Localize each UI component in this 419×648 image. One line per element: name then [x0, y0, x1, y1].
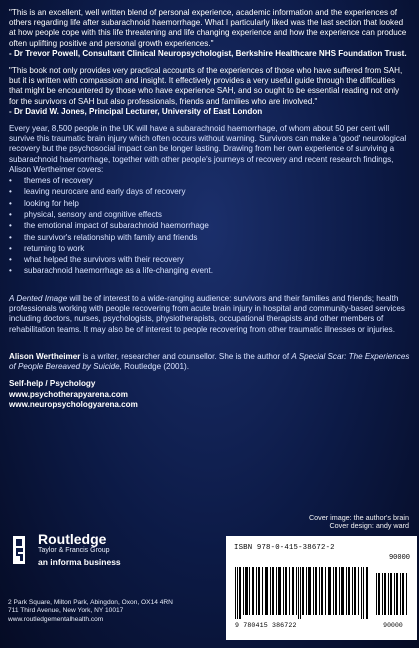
- author-name: Alison Wertheimer: [9, 351, 81, 361]
- spacer: [9, 117, 410, 124]
- barcode-main: [235, 567, 369, 619]
- publisher-block: [8, 532, 178, 568]
- book-title: A Dented Image: [9, 293, 68, 303]
- topic-item: • what helped the survivors with their recovery: [9, 254, 410, 265]
- author-bio: [9, 342, 410, 373]
- publisher-logo-wrap: [8, 532, 178, 568]
- quote-1-text: "This is an excellent, well written blend of personal experience, academic information and the experiences of others regarding life after subarachnoid haemorrhage. What I particularly liked was the last section that looked at how people cope with this life threatening and life changing experience and how the experience can produce often uplifting positive and personal growth experiences.": [9, 8, 407, 48]
- topics-list: [9, 175, 410, 277]
- spacer: [9, 335, 410, 342]
- topic-item: • leaving neurocare and early days of recovery: [9, 186, 410, 197]
- quote-1-attribution: - Dr Trevor Powell, Consultant Clinical Neuropsychologist, Berkshire Healthcare NHS Foundation Trust.: [9, 48, 407, 58]
- ean-digits: 9 780415 386722: [235, 622, 297, 629]
- addon-digits: 90000: [383, 622, 403, 629]
- audience-text: will be of interest to a wide-ranging audience: survivors and their families and friends; health professionals working with people recovering from acute brain injury in hospital and community-based services including doctors, nurses, psychologists, physiotherapists, occupational therapists and other members of rehabilitation teams. It may also be of interest to people recovering from other traumatic illnesses or injuries.: [9, 293, 405, 334]
- audience-paragraph: [9, 284, 410, 335]
- spacer: [9, 277, 410, 284]
- author-bio-text-1: is a writer, researcher and counsellor. She is the author of: [80, 351, 292, 361]
- publisher-name: Routledge: [38, 531, 107, 547]
- cover-content: [9, 8, 410, 410]
- publisher-group: Taylor & Francis Group: [38, 547, 110, 554]
- publisher-address: 2 Park Square, Milton Park, Abingdon, Oxon, OX14 4RN 711 Third Avenue, New York, NY 10017 www.routledgementalhealth.com: [8, 599, 173, 623]
- spacer: [9, 372, 410, 379]
- barcode-addon: [376, 567, 408, 619]
- isbn-text: ISBN 978-0-415-38672-2: [234, 544, 335, 552]
- quote-2-text: "This book not only provides very practical accounts of the experiences of those who have suffered from SAH, but it is written with compassion and insight. It effectively provides a very useful guide through the difficulties that might be encountered by those who have experience SAH, and so ought to be essential reading not only for the survivors of SAH but also professionals, friends and families who are involved.": [9, 66, 403, 106]
- routledge-logo-icon: [8, 534, 30, 568]
- book-blurb: Every year, 8,500 people in the UK will have a subarachnoid haemorrhage, of whom about 50 per cent will survive this traumatic brain injury which often occurs without warning. Survivors can make a 'good' neurological recovery but the psychosocial impact can be longer lasting. Drawing from her own experience of surviving a subarachnoid haemorrhage, together with other people's journeys of recovery and recent research findings, Alison Wertheimer covers:: [9, 124, 407, 174]
- topic-item: • themes of recovery: [9, 175, 410, 186]
- publisher-text: [38, 532, 121, 567]
- topic-item: • the survivor's relationship with family and friends: [9, 232, 410, 243]
- topic-item: • returning to work: [9, 243, 410, 254]
- website-psychotherapy[interactable]: www.psychotherapyarena.com: [9, 389, 128, 399]
- author-bio-text-2: Routledge (2001).: [121, 362, 189, 372]
- price-code: 90000: [388, 554, 410, 562]
- category-label: Self-help / Psychology: [9, 379, 96, 389]
- topic-item: • looking for help: [9, 198, 410, 209]
- website-neuropsychology[interactable]: www.neuropsychologyarena.com: [9, 399, 138, 409]
- cover-credits: [189, 514, 409, 530]
- topic-item: • physical, sensory and cognitive effects: [9, 209, 410, 220]
- topic-item: • subarachnoid haemorrhage as a life-changing event.: [9, 265, 410, 276]
- author-book-title: A Special Scar: The Experiences of People Bereaved by Suicide,: [9, 351, 410, 372]
- quote-2-attribution: - Dr David W. Jones, Principal Lecturer, University of East London: [9, 106, 263, 116]
- cover-image-credit: Cover image: the author's brain: [308, 513, 409, 522]
- cover-design-credit: Cover design: andy ward: [329, 521, 409, 531]
- spacer: [9, 59, 410, 66]
- barcode-panel: [226, 536, 417, 640]
- topic-item: • the emotional impact of subarachnoid haemorrhage: [9, 220, 410, 231]
- publisher-business: an informa business: [38, 557, 121, 567]
